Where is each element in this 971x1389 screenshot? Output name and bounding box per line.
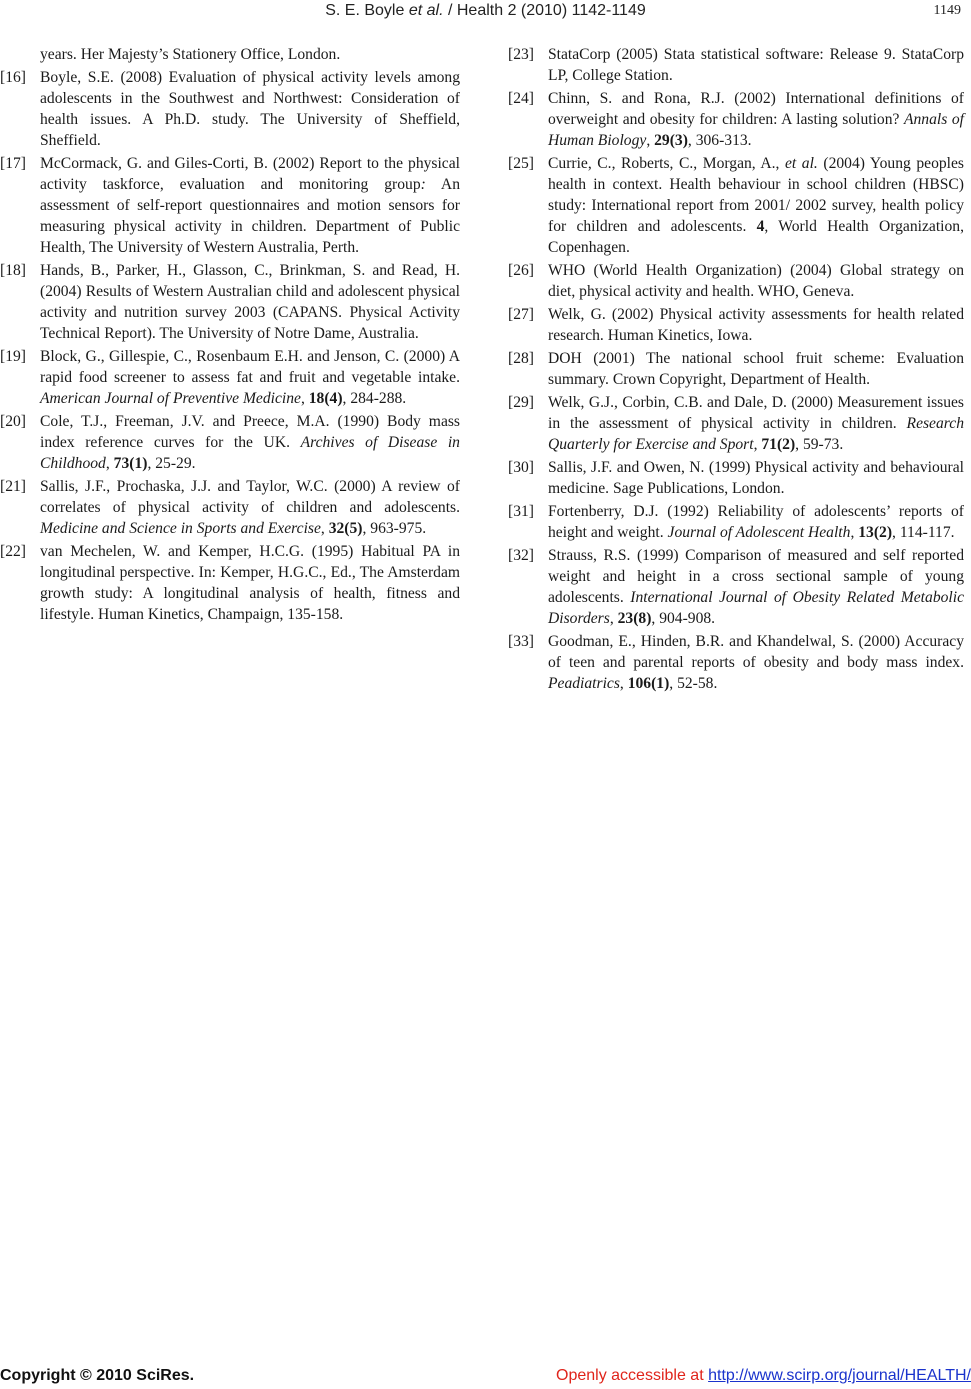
reference-item <box>508 348 964 390</box>
reference-segment: , 306-313. <box>687 132 752 149</box>
reference-volume: 71(2) <box>761 436 796 453</box>
reference-volume: 4 <box>756 218 765 235</box>
reference-text <box>40 262 460 342</box>
reference-segment: , <box>850 524 859 541</box>
reference-text <box>548 503 964 541</box>
reference-volume: 29(3) <box>654 132 688 149</box>
reference-volume: 18(4) <box>308 390 343 407</box>
reference-segment: Fortenberry, D.J. (1992) Reliability of adolescents’ reports of height and weight. <box>548 503 964 541</box>
reference-segment: , World Health Organization, Copenhagen. <box>548 218 964 256</box>
open-access-prefix: Openly accessible at <box>556 1367 709 1384</box>
reference-volume: 106(1) <box>627 675 670 692</box>
reference-segment: Cole, T.J., Freeman, J.V. and Preece, M.A. (1990) Body mass index reference curves for the UK. <box>40 413 460 451</box>
reference-segment: , 114-117. <box>892 524 955 541</box>
reference-number: [22] <box>0 543 26 560</box>
reference-item <box>508 88 964 151</box>
reference-journal: Archives of Disease in Childhood <box>40 434 460 472</box>
reference-number: [24] <box>508 90 534 107</box>
reference-journal: Journal of Adolescent Health <box>667 524 851 541</box>
reference-text <box>40 478 460 537</box>
reference-text <box>40 543 460 623</box>
reference-number: [16] <box>0 69 26 86</box>
reference-item <box>508 304 964 346</box>
reference-number: [21] <box>0 478 26 495</box>
reference-segment: , <box>320 520 329 537</box>
header-journal: / Health 2 (2010) 1142-1149 <box>443 2 646 19</box>
reference-text <box>40 413 460 472</box>
reference-item <box>508 457 964 499</box>
reference-journal: Annals of Human Biology <box>548 111 964 149</box>
reference-journal: International Journal of Obesity Related Metabolic Disorders <box>548 589 964 627</box>
reference-text <box>548 547 964 627</box>
reference-segment: An assessment of self-report questionnaires and motion sensors for measuring physical activity in children. Department of Public Health, The University of Western Australia, Perth. <box>40 176 460 256</box>
reference-text <box>548 90 964 149</box>
reference-text <box>548 306 964 344</box>
reference-text <box>40 69 460 149</box>
right-column <box>508 44 964 696</box>
left-column <box>0 44 460 627</box>
reference-segment: , 963-975. <box>362 520 427 537</box>
reference-number: [18] <box>0 262 26 279</box>
reference-item <box>0 411 460 474</box>
reference-number: [17] <box>0 155 26 172</box>
reference-item <box>508 260 964 302</box>
reference-segment: Goodman, E., Hinden, B.R. and Khandelwal, S. (2000) Accuracy of teen and parental reports of obesity and body mass index. <box>548 633 964 671</box>
reference-segment: (2004) Young peoples health in context. Health behaviour in school children (HBSC) study: International report from 2001/ 2002 survey, health policy for children and adolescents. <box>548 155 964 235</box>
page-number: 1149 <box>933 3 961 18</box>
reference-text <box>548 155 964 256</box>
reference-text <box>548 350 964 388</box>
reference-segment: Welk, G. (2002) Physical activity assessments for health related research. Human Kinetics, Iowa. <box>548 306 964 344</box>
reference-journal: et al. <box>785 155 818 172</box>
left-reference-list <box>0 67 460 625</box>
reference-item <box>0 67 460 151</box>
reference-item <box>0 346 460 409</box>
reference-item <box>0 476 460 539</box>
reference-text <box>548 262 964 300</box>
reference-journal: Peadiatrics <box>548 675 620 692</box>
reference-number: [28] <box>508 350 534 367</box>
reference-item <box>508 501 964 543</box>
reference-segment: Block, G., Gillespie, C., Rosenbaum E.H. and Jenson, C. (2000) A rapid food screener to assess fat and fruit and vegetable intake. <box>40 348 460 386</box>
reference-text <box>548 459 964 497</box>
running-head <box>0 0 971 24</box>
reference-item <box>508 153 964 258</box>
reference-segment: DOH (2001) The national school fruit scheme: Evaluation summary. Crown Copyright, Department of Health. <box>548 350 964 388</box>
reference-segment: Strauss, R.S. (1999) Comparison of measured and self reported weight and height in a cross sectional sample of young adolescents. <box>548 547 964 606</box>
reference-number: [19] <box>0 348 26 365</box>
reference-item <box>0 153 460 258</box>
reference-text <box>548 46 964 84</box>
header-etal: et al. <box>408 2 444 19</box>
reference-segment: , 59-73. <box>795 436 844 453</box>
reference-segment: , <box>609 610 618 627</box>
right-reference-list <box>508 44 964 694</box>
reference-segment: Welk, G.J., Corbin, C.B. and Dale, D. (2000) Measurement issues in the assessment of physical activity in children. <box>548 394 964 432</box>
reference-volume: 13(2) <box>858 524 893 541</box>
reference-item <box>508 545 964 629</box>
reference-journal: Medicine and Science in Sports and Exercise <box>40 520 321 537</box>
reference-item <box>508 44 964 86</box>
copyright-notice: Copyright © 2010 SciRes. <box>0 1367 195 1384</box>
reference-number: [29] <box>508 394 534 411</box>
reference-segment: Sallis, J.F. and Owen, N. (1999) Physical activity and behavioural medicine. Sage Publications, London. <box>548 459 964 497</box>
reference-volume: 23(8) <box>617 610 652 627</box>
reference-segment: , <box>105 455 114 472</box>
reference-segment: , 25-29. <box>147 455 196 472</box>
reference-text <box>40 348 460 407</box>
reference-segment: , 52-58. <box>669 675 718 692</box>
reference-segment: StataCorp (2005) Stata statistical software: Release 9. StataCorp LP, College Station. <box>548 46 964 84</box>
reference-item <box>508 392 964 455</box>
reference-segment: McCormack, G. and Giles-Corti, B. (2002) Report to the physical activity taskforce, evaluation and monitoring group <box>40 155 460 193</box>
footer <box>0 1366 971 1389</box>
reference-number: [25] <box>508 155 534 172</box>
header-author: S. E. Boyle <box>325 2 405 19</box>
reference-item <box>508 631 964 694</box>
reference-segment: Boyle, S.E. (2008) Evaluation of physical activity levels among adolescents in the Southwest and Northwest: Consideration of health issues. A Ph.D. study. The University of Sheffield, Sheffield. <box>40 69 460 149</box>
reference-number: [23] <box>508 46 534 63</box>
reference-item <box>0 541 460 625</box>
open-access-notice <box>556 1367 971 1385</box>
reference-segment: , <box>619 675 628 692</box>
reference-number: [27] <box>508 306 534 323</box>
reference-segment: , <box>753 436 762 453</box>
reference-item <box>0 260 460 344</box>
reference-text <box>548 633 964 692</box>
reference-segment: , 904-908. <box>651 610 716 627</box>
reference-segment: WHO (World Health Organization) (2004) Global strategy on diet, physical activity and health. WHO, Geneva. <box>548 262 964 300</box>
reference-segment: , <box>646 132 655 149</box>
reference-segment: Currie, C., Roberts, C., Morgan, A., <box>548 155 785 172</box>
journal-url-link[interactable]: http://www.scirp.org/journal/HEALTH/ <box>708 1367 971 1384</box>
reference-journal: : <box>420 176 426 193</box>
reference-number: [31] <box>508 503 534 520</box>
reference-segment: Chinn, S. and Rona, R.J. (2002) International definitions of overweight and obesity for children: A lasting solution? <box>548 90 964 128</box>
reference-segment: van Mechelen, W. and Kemper, H.C.G. (1995) Habitual PA in longitudinal perspective. In: Kemper, H.G.C., Ed., The Amsterdam growth study: A longitudinal analysis of health, fitness and lifestyle. Human Kinetics, Champaign, 135-158. <box>40 543 460 623</box>
reference-number: [32] <box>508 547 534 564</box>
reference-continuation: years. Her Majesty’s Stationery Office, London. <box>40 46 341 63</box>
reference-number: [30] <box>508 459 534 476</box>
reference-journal: Research Quarterly for Exercise and Sport <box>548 415 964 453</box>
reference-number: [26] <box>508 262 534 279</box>
reference-segment: , <box>300 390 309 407</box>
reference-journal: American Journal of Preventive Medicine <box>40 390 301 407</box>
reference-number: [33] <box>508 633 534 650</box>
reference-text <box>40 155 460 256</box>
reference-segment: Hands, B., Parker, H., Glasson, C., Brinkman, S. and Read, H. (2004) Results of Western Australian child and adolescent physical activity and nutrition survey 2003 (CAPANS. Physical Activity Technical Report). The University of Notre Dame, Australia. <box>40 262 460 342</box>
running-title <box>0 2 971 20</box>
reference-segment: , 284-288. <box>342 390 407 407</box>
reference-segment: Sallis, J.F., Prochaska, J.J. and Taylor, W.C. (2000) A review of correlates of physical activity of children and adolescents. <box>40 478 460 516</box>
reference-volume: 73(1) <box>113 455 148 472</box>
reference-number: [20] <box>0 413 26 430</box>
reference-text <box>548 394 964 453</box>
reference-volume: 32(5) <box>328 520 363 537</box>
